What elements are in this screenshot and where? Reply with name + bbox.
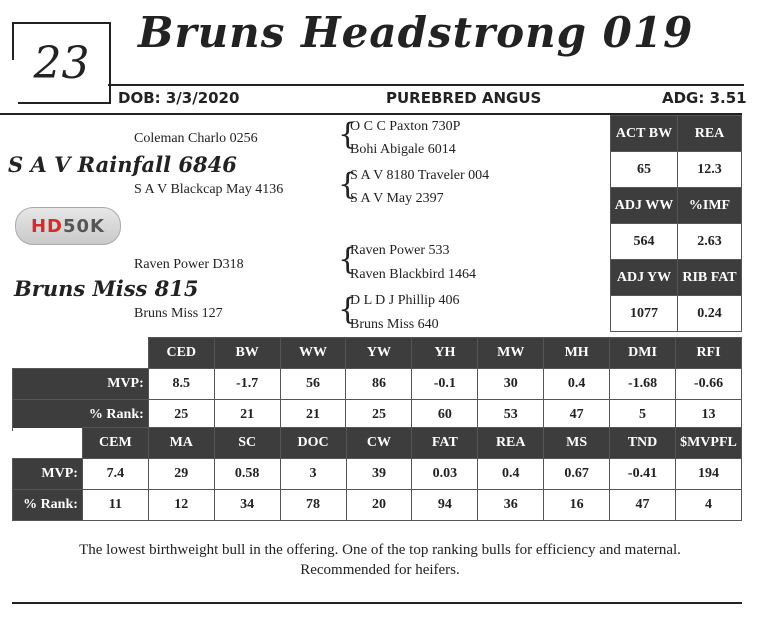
imf-label: %IMF: [678, 188, 742, 224]
epd-rank: 53: [478, 400, 544, 431]
epd-header: YH: [412, 338, 478, 369]
adj-yw: 1077: [611, 296, 678, 332]
bottom-divider: [12, 602, 742, 604]
act-bw-label: ACT BW: [611, 116, 678, 152]
epd-header: MS: [544, 428, 610, 459]
epd-header: CED: [148, 338, 214, 369]
epd-header: DOC: [280, 428, 346, 459]
epd-header: MH: [544, 338, 610, 369]
epd-rank: 60: [412, 400, 478, 431]
epd-value: 0.67: [544, 459, 610, 490]
ssg2: Bohi Abigale 6014: [350, 142, 456, 157]
rea: 12.3: [678, 152, 742, 188]
epd-rank: 25: [148, 400, 214, 431]
epd-value: 194: [675, 459, 741, 490]
epd-value: -0.1: [412, 369, 478, 400]
epd-header: $MVPFL: [675, 428, 741, 459]
adg: ADG: 3.51: [662, 89, 747, 107]
ddg2: Bruns Miss 640: [350, 317, 439, 332]
rib-fat-label: RIB FAT: [678, 260, 742, 296]
epd-value: 7.4: [82, 459, 148, 490]
epd-header: WW: [280, 338, 346, 369]
sire: S A V Rainfall 6846: [8, 152, 237, 177]
dam-dam: Bruns Miss 127: [134, 306, 223, 321]
epd-value: 0.4: [478, 459, 544, 490]
comment-line-1: The lowest birthweight bull in the offering. One of the top ranking bulls for efficiency and maternal.: [79, 542, 681, 558]
epd-value: 86: [346, 369, 412, 400]
act-bw: 65: [611, 152, 678, 188]
imf: 2.63: [678, 224, 742, 260]
epd-header: CEM: [82, 428, 148, 459]
rank-label: % Rank:: [13, 490, 83, 521]
dsg2: Raven Blackbird 1464: [350, 267, 476, 282]
epd-header: REA: [478, 428, 544, 459]
epd-rank: 11: [82, 490, 148, 521]
dam: Bruns Miss 815: [14, 276, 199, 301]
epd-header: YW: [346, 338, 412, 369]
sire-sire: Coleman Charlo 0256: [134, 131, 258, 146]
epd-value: 30: [478, 369, 544, 400]
lot-box-notch: [8, 60, 18, 106]
epd-header: CW: [346, 428, 412, 459]
epd-header: TND: [610, 428, 676, 459]
sdg1: S A V 8180 Traveler 004: [350, 168, 490, 183]
epd-rank: 20: [346, 490, 412, 521]
breed: PUREBRED ANGUS: [386, 89, 542, 107]
rank-label: % Rank:: [13, 400, 149, 431]
epd-table-2: [12, 427, 742, 521]
epd-rank: 5: [610, 400, 676, 431]
epd-rank: 13: [676, 400, 742, 431]
epd-header: SC: [214, 428, 280, 459]
epd-value: 56: [280, 369, 346, 400]
epd-rank: 25: [346, 400, 412, 431]
brace: {: [338, 167, 358, 202]
ddg1: D L D J Phillip 406: [350, 293, 460, 308]
mvp-label: MVP:: [13, 459, 83, 490]
rib-fat: 0.24: [678, 296, 742, 332]
adj-ww: 564: [611, 224, 678, 260]
comment: [20, 540, 740, 580]
epd-value: -0.66: [676, 369, 742, 400]
epd-rank: 47: [610, 490, 676, 521]
epd-header: MW: [478, 338, 544, 369]
dsg1: Raven Power 533: [350, 243, 450, 258]
epd-value: 8.5: [148, 369, 214, 400]
epd-rank: 12: [148, 490, 214, 521]
epd-header: BW: [214, 338, 280, 369]
epd-rank: 34: [214, 490, 280, 521]
blank-cell: [13, 428, 83, 459]
dob: DOB: 3/3/2020: [118, 89, 240, 107]
hd50k-logo: [15, 207, 121, 245]
animal-name: Bruns Headstrong 019: [138, 8, 694, 57]
epd-header: DMI: [610, 338, 676, 369]
epd-value: 0.4: [544, 369, 610, 400]
epd-rank: 94: [412, 490, 478, 521]
brace: {: [338, 242, 358, 277]
measures-table: [610, 115, 742, 332]
epd-rank: 78: [280, 490, 346, 521]
ssg1: O C C Paxton 730P: [350, 119, 461, 134]
hd50k-logo-hd: HD: [30, 215, 63, 237]
epd-value: -0.41: [610, 459, 676, 490]
adj-yw-label: ADJ YW: [611, 260, 678, 296]
epd-rank: 4: [675, 490, 741, 521]
rea-label: REA: [678, 116, 742, 152]
epd-rank: 16: [544, 490, 610, 521]
epd-value: -1.7: [214, 369, 280, 400]
epd-value: 3: [280, 459, 346, 490]
epd-value: 29: [148, 459, 214, 490]
epd-rank: 21: [280, 400, 346, 431]
blank-cell: [13, 338, 149, 369]
epd-rank: 21: [214, 400, 280, 431]
brace: {: [338, 117, 358, 152]
brace: {: [338, 292, 358, 327]
epd-rank: 47: [544, 400, 610, 431]
hd50k-logo-50k: 50K: [63, 215, 105, 237]
adj-ww-label: ADJ WW: [611, 188, 678, 224]
epd-rank: 36: [478, 490, 544, 521]
sdg2: S A V May 2397: [350, 191, 444, 206]
epd-value: 39: [346, 459, 412, 490]
comment-line-2: Recommended for heifers.: [300, 562, 460, 578]
epd-value: 0.58: [214, 459, 280, 490]
epd-header: MA: [148, 428, 214, 459]
mvp-label: MVP:: [13, 369, 149, 400]
lot-number: 23: [12, 22, 111, 104]
sire-dam: S A V Blackcap May 4136: [134, 182, 284, 197]
epd-value: 0.03: [412, 459, 478, 490]
epd-value: -1.68: [610, 369, 676, 400]
epd-header: FAT: [412, 428, 478, 459]
dam-sire: Raven Power D318: [134, 257, 244, 272]
header-divider: [108, 84, 744, 86]
epd-table-1: [12, 337, 742, 431]
epd-header: RFI: [676, 338, 742, 369]
